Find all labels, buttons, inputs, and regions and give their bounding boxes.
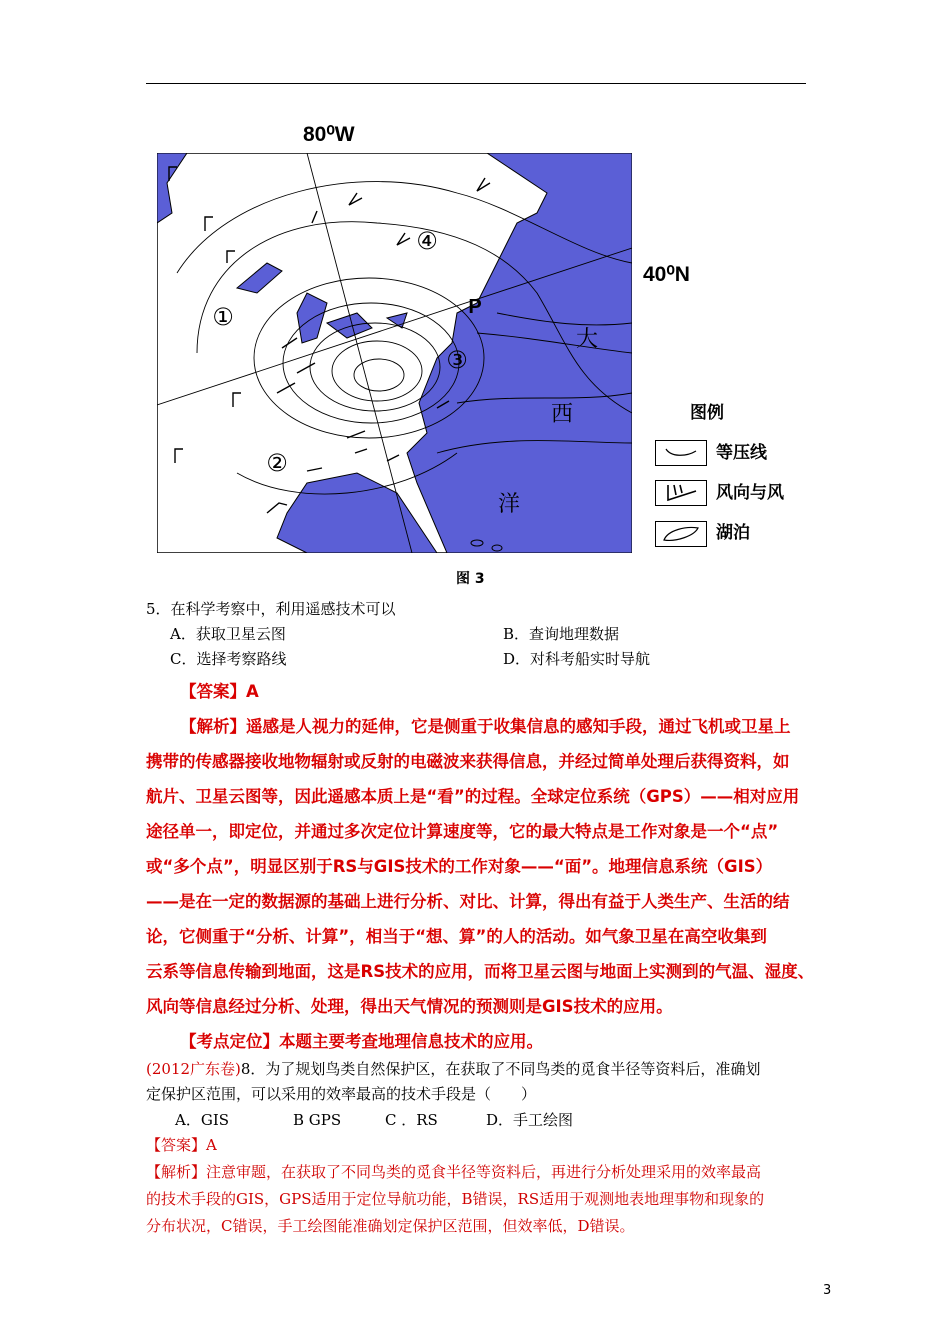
q5-question: 5．在科学考察中，利用遥感技术可以 (146, 600, 396, 618)
q8-question-line1 (146, 1057, 760, 1082)
figure-caption: 图 3 (456, 571, 485, 587)
legend-wind-swatch (655, 480, 707, 506)
header-rule (146, 83, 806, 84)
q8-analysis-line: 的技术手段的GIS，GPS适用于定位导航功能，B错误，RS适用于观测地表地理事物和现象的 (146, 1190, 765, 1208)
q5-option-d: D．对科考船实时导航 (503, 650, 651, 668)
ocean-char-1: 大 (575, 327, 599, 352)
q8-option-b: B GPS (293, 1111, 342, 1129)
q8-question-line2: 定保护区范围，可以采用的效率最高的技术手段是（ ） (146, 1085, 537, 1103)
legend-isobar-swatch (655, 440, 707, 466)
q8-analysis-line: 【解析】注意审题，在获取了不同鸟类的觅食半径等资料后，再进行分析处理采用的效率最高 (146, 1163, 762, 1181)
q5-option-a: A．获取卫星云图 (170, 625, 286, 643)
q8-option-c: C ．RS (385, 1111, 438, 1129)
q5-option-b: B．查询地理数据 (503, 625, 620, 643)
point-p-label: P (468, 296, 482, 318)
q5-answer: 【答案】A (180, 682, 259, 701)
marker-4: ④ (416, 227, 438, 255)
q5-analysis-line: 航片、卫星云图等，因此遥感本质上是“看”的过程。全球定位系统（GPS）——相对应用 (146, 787, 800, 806)
q8-source: (2012广东卷) (146, 1060, 241, 1078)
q8-option-a: A．GIS (175, 1111, 230, 1129)
ocean-char-3: 洋 (497, 492, 521, 517)
marker-3: ③ (446, 346, 468, 374)
q5-analysis-line: 【解析】遥感是人视力的延伸，它是侧重于收集信息的感知手段，通过飞机或卫星上 (180, 717, 791, 736)
weather-map (157, 153, 632, 553)
legend-isobar-label: 等压线 (716, 443, 767, 463)
marker-2: ② (266, 449, 288, 477)
legend-lake-swatch (655, 521, 707, 547)
marker-1: ① (212, 303, 234, 331)
legend-title: 图例 (690, 403, 724, 423)
legend-lake-label: 湖泊 (716, 523, 750, 543)
q8-answer: 【答案】A (146, 1136, 217, 1154)
q5-kaodian: 【考点定位】本题主要考查地理信息技术的应用。 (180, 1032, 543, 1051)
q5-analysis-line: 或“多个点”，明显区别于RS与GIS技术的工作对象——“面”。地理信息系统（GIS） (146, 857, 773, 876)
q8-analysis-line: 分布状况，C错误，手工绘图能准确划定保护区范围，但效率低，D错误。 (146, 1217, 635, 1235)
q5-analysis-line: ——是在一定的数据源的基础上进行分析、对比、计算，得出有益于人类生产、生活的结 (146, 892, 790, 911)
q5-analysis-line: 论，它侧重于“分析、计算”，相当于“想、算”的人的活动。如气象卫星在高空收集到 (146, 927, 767, 946)
latitude-label: 40⁰N (643, 263, 690, 286)
ocean-char-2: 西 (550, 402, 574, 427)
q5-analysis-line: 途径单一，即定位，并通过多次定位计算速度等，它的最大特点是工作对象是一个“点” (146, 822, 779, 841)
longitude-label: 80⁰W (303, 123, 355, 146)
q5-analysis-line: 风向等信息经过分析、处理，得出天气情况的预测则是GIS技术的应用。 (146, 997, 673, 1016)
q5-analysis-line: 云系等信息传输到地面，这是RS技术的应用，而将卫星云图与地面上实测到的气温、湿度、 (146, 962, 815, 981)
q5-analysis-line: 携带的传感器接收地物辐射或反射的电磁波来获得信息，并经过简单处理后获得资料，如 (146, 752, 790, 771)
q5-option-c: C．选择考察路线 (170, 650, 287, 668)
legend-wind-label: 风向与风 (716, 483, 784, 503)
q8-question-text: 8．为了规划鸟类自然保护区，在获取了不同鸟类的觅食半径等资料后，准确划 (240, 1060, 761, 1078)
q8-option-d: D．手工绘图 (486, 1111, 574, 1129)
page-number: 3 (823, 1283, 832, 1298)
